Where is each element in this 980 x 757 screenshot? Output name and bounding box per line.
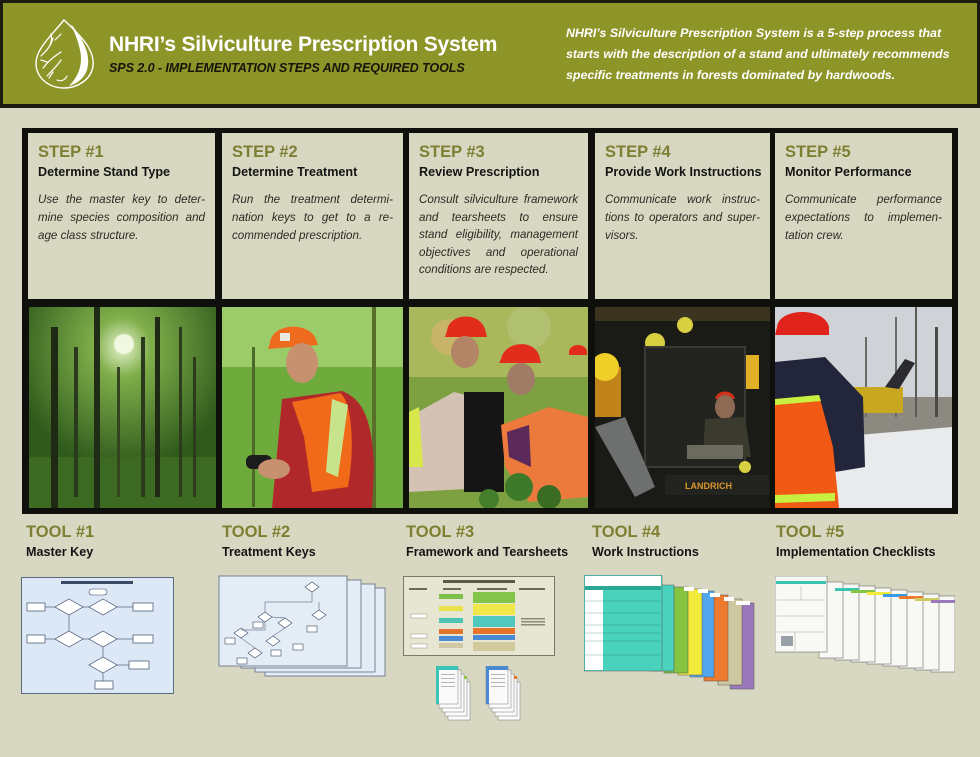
step-card-3 bbox=[409, 133, 588, 299]
master-key-thumbnail[interactable] bbox=[21, 577, 174, 694]
step-number: STEP #3 bbox=[419, 143, 485, 161]
tool-1 bbox=[26, 522, 94, 561]
photo-harvester-operator bbox=[595, 307, 770, 508]
treatment-keys-thumbnail[interactable] bbox=[217, 574, 387, 678]
page-subtitle: SPS 2.0 - IMPLEMENTATION STEPS AND REQUIRED TOOLS bbox=[109, 61, 465, 75]
photo-forest bbox=[29, 307, 216, 508]
tool-number: TOOL #5 bbox=[776, 523, 845, 541]
photo-field-crew bbox=[409, 307, 588, 508]
tool-3 bbox=[406, 522, 568, 561]
tool-title: Master Key bbox=[26, 545, 94, 559]
tearsheets-thumbnail[interactable] bbox=[436, 666, 522, 722]
photo-winter-supervisor bbox=[775, 307, 952, 508]
tool-number: TOOL #3 bbox=[406, 523, 475, 541]
landrich-label: LANDRICH bbox=[685, 481, 732, 491]
intro-text: NHRI’s Silviculture Prescription System is a 5-step process that starts with the description of a stand and ultimately recommends specific treatments in forests dominated by hardwoods. bbox=[566, 26, 950, 82]
step-title: Monitor Performance bbox=[785, 165, 912, 179]
step-card-1 bbox=[28, 133, 215, 299]
step-card-5 bbox=[775, 133, 952, 299]
step-description: Use the master key to determine species composition and age class structure. bbox=[38, 193, 205, 242]
tool-title: Implementation Checklists bbox=[776, 545, 936, 559]
tool-number: TOOL #4 bbox=[592, 523, 661, 541]
tool-title: Treatment Keys bbox=[222, 545, 316, 559]
tool-number: TOOL #1 bbox=[26, 523, 95, 541]
checklists-thumbnail[interactable] bbox=[775, 576, 955, 674]
step-title: Review Prescription bbox=[419, 165, 540, 179]
tool-title: Work Instructions bbox=[592, 545, 699, 559]
step-number: STEP #2 bbox=[232, 143, 298, 161]
step-title: Provide Work Instructions bbox=[605, 165, 762, 179]
step-number: STEP #5 bbox=[785, 143, 851, 161]
tool-title: Framework and Tearsheets bbox=[406, 545, 569, 559]
tool-2 bbox=[222, 522, 316, 561]
step-card-4 bbox=[595, 133, 770, 299]
photo-forester-device bbox=[222, 307, 403, 508]
work-instructions-thumbnail[interactable] bbox=[584, 575, 756, 691]
steps-frame bbox=[22, 128, 958, 514]
tool-5 bbox=[776, 522, 936, 561]
step-title: Determine Stand Type bbox=[38, 165, 171, 179]
framework-thumbnail[interactable] bbox=[403, 576, 555, 656]
step-description: Consult silviculture framework and tearsheets to ensure stand eligibility, management objectives and operational conditions are respected. bbox=[419, 193, 578, 276]
step-card-2 bbox=[222, 133, 403, 299]
step-number: STEP #4 bbox=[605, 143, 671, 161]
header-banner bbox=[0, 0, 980, 108]
step-description: Communicate work instructions to operators and supervisors. bbox=[605, 193, 760, 242]
tool-4 bbox=[592, 522, 699, 561]
tool-number: TOOL #2 bbox=[222, 523, 291, 541]
step-description: Communicate performance expectations to implementation crew. bbox=[785, 193, 942, 242]
step-description: Run the treatment determination keys to get to a recommended prescription. bbox=[232, 193, 393, 242]
step-number: STEP #1 bbox=[38, 143, 104, 161]
page-title: NHRI’s Silviculture Prescription System bbox=[109, 33, 498, 56]
leaf-drop-logo-icon bbox=[27, 16, 101, 90]
step-title: Determine Treatment bbox=[232, 165, 358, 179]
